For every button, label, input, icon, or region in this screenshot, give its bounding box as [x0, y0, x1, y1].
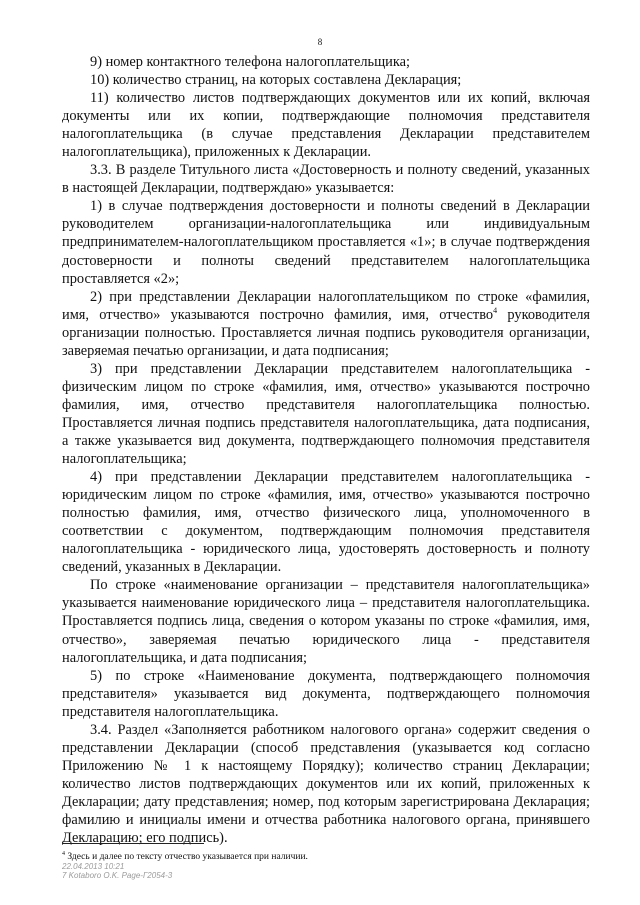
footnote-marker: 4 — [62, 851, 65, 857]
footnote-text: Здесь и далее по тексту отчество указывается при наличии. — [65, 852, 308, 863]
body-text — [62, 53, 590, 847]
print-stamp-id: 7 Kotaboro O.K. Page-Г2054-3 — [62, 871, 173, 880]
paragraph-subitem-4: 4) при представлении Декларации представителем налогоплательщика - юридическим лицом по строке «фамилия, имя, отчество» указываются построчно полностью фамилия, имя, отчество физического лица, уполномоченного в соответствии с документом, подтверждающим полномочия представителя налогоплательщика - юридического лица, удостоверять достоверность и полноту сведений, указанных в Декларации. — [62, 469, 590, 576]
paragraph-item-11: 11) количество листов подтверждающих документов или их копий, включая документы или их копии, подтверждающие полномочия представителя налогоплательщика (в случае представления Декларации представителем налогоплательщика), приложенных к Декларации. — [62, 90, 590, 161]
footnote-divider — [62, 843, 204, 844]
paragraph-subitem-2-text-end: руководителя организации полностью. Проставляется личная подпись руководителя организации, заверяемая печатью организации, и дата подписания; — [62, 306, 591, 359]
paragraph-section-3-3: 3.3. В разделе Титульного листа «Достоверность и полноту сведений, указанных в настоящей Декларации, подтверждаю» указывается: — [62, 162, 590, 197]
paragraph-item-10: 10) количество страниц, на которых составлена Декларация; — [90, 72, 462, 89]
page-number: 8 — [317, 37, 323, 47]
footnote-reference: 4 — [493, 305, 498, 315]
paragraph-subitem-1: 1) в случае подтверждения достоверности и полноты сведений в Декларации руководителем организации-налогоплательщика или индивидуальным предпринимателем-налогоплательщиком проставляется «1»; в случае подтверждения достоверности и полноты сведений представителем налогоплательщика проставляется «2»; — [62, 198, 590, 287]
paragraph-org-representative: По строке «наименование организации – представителя налогоплательщика» указывается наименование юридического лица – представителя налогоплательщика. Проставляется подпись лица, сведения о котором указаны по строке «фамилия, имя, отчество», заверяемая печатью юридического лица - представителя налогоплательщика, и дата подписания; — [62, 577, 590, 666]
paragraph-item-9: 9) номер контактного телефона налогоплательщика; — [90, 54, 411, 70]
paragraph-section-3-4: 3.4. Раздел «Заполняется работником налогового органа» содержит сведения о представлении Декларации (способ представления (указывается код согласно Приложению № 1 к настоящему Порядку); количество страниц Декларации; количество листов подтверждающих документов или их копий, приложенных к Декларации; дату представления; номер, под которым зарегистрирована Декларация; фамилию и инициалы имени и отчества работника налогового органа, принявшего Декларацию; его подпись). — [62, 721, 590, 847]
print-stamp-date: 22.04.2013 10:21 — [62, 862, 125, 871]
paragraph-subitem-2 — [62, 288, 590, 360]
paragraph-subitem-2-text: 2) при представлении Декларации налогоплательщиком по строке «фамилия, имя, отчество» указываются построчно фамилия, имя, отчество — [62, 288, 590, 323]
paragraph-subitem-3: 3) при представлении Декларации представителем налогоплательщика - физическим лицом по строке «фамилия, имя, отчество» указываются построчно фамилия, имя, отчество представителя налогоплательщика полностью. Проставляется личная подпись представителя налогоплательщика, дата подписания, а также указывается вид документа, подтверждающего полномочия представителя налогоплательщика; — [62, 360, 590, 468]
paragraph-subitem-5: 5) по строке «Наименование документа, подтверждающего полномочия представителя» указывается вид документа, подтверждающего полномочия представителя налогоплательщика. — [62, 667, 590, 720]
